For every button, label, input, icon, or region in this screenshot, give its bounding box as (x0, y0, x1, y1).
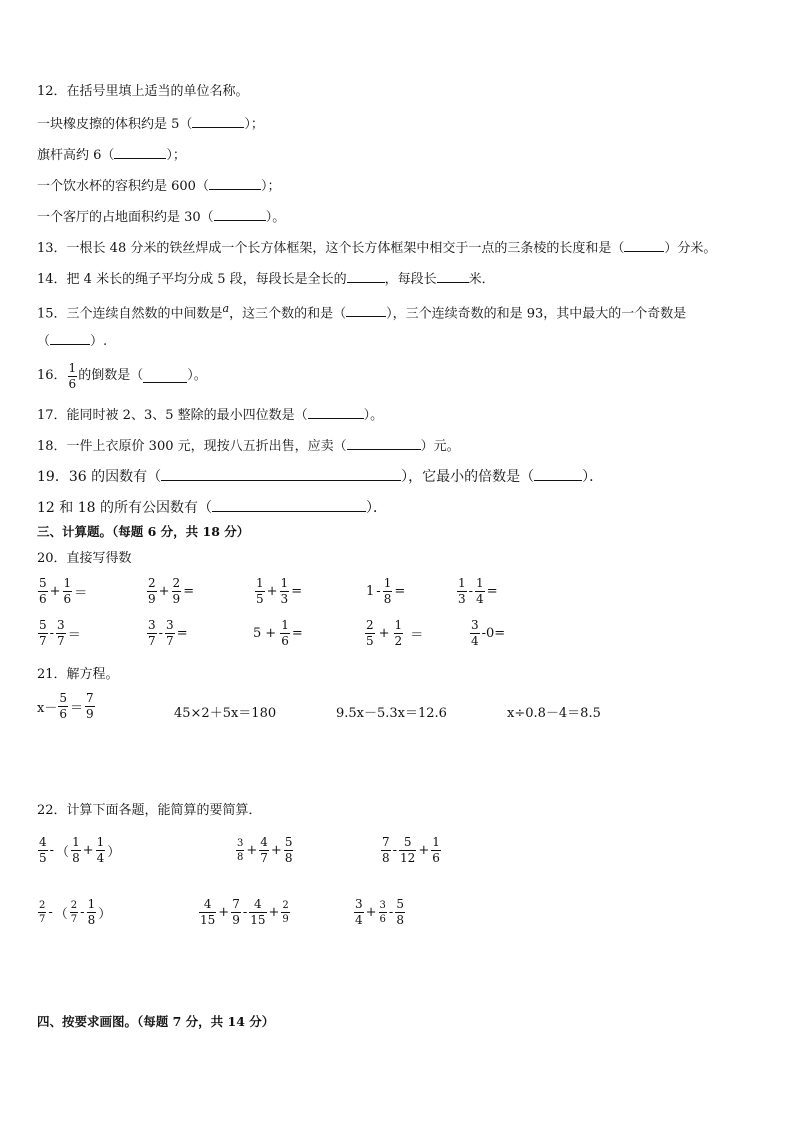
q20-expr-9: $\frac{2}{5}$ + $\frac{1}{2}$ ＝ (366, 618, 424, 648)
q18: 18．一件上衣原价 300 元，现按八五折出售，应卖（ ）元。 (37, 436, 460, 456)
q20-expr-3: $\frac{1}{5}$ + $\frac{1}{3}$ = (256, 576, 303, 606)
answer-blank[interactable] (347, 269, 385, 283)
q20-expr-4: 1 - $\frac{1}{8}$ = (366, 576, 406, 606)
q22-expr-5: $\frac{4}{15}$ + $\frac{7}{9}$ - $\frac{4}{15}$ + $\frac{2}{9}$ (200, 897, 289, 927)
answer-blank[interactable] (308, 405, 364, 419)
q13: 13．一根长 48 分米的铁丝焊成一个长方体框架，这个长方体框架中相交于一点的三条棱的长度和是（ ）分米。 (37, 238, 716, 258)
section-3-heading: 三、计算题。（每题 6 分，共 18 分） (37, 524, 250, 539)
q12-line-1: 一块橡皮擦的体积约是 5（ ）； (37, 114, 264, 134)
answer-blank[interactable] (212, 498, 366, 512)
q20-title: 20．直接写得数 (37, 551, 132, 566)
q15: 15．三个连续自然数的中间数是$^a$，这三个数的和是（ ），三个连续奇数的和是 93，其中最大的一个奇数是 (37, 302, 687, 322)
q22-expr-2: $\frac{3}{8}$ + $\frac{4}{7}$ + $\frac{5}{8}$ (237, 835, 293, 865)
answer-blank[interactable] (143, 369, 187, 383)
q19: 19．36 的因数有（ ），它最小的倍数是（ ）． (37, 469, 604, 485)
q21-eq-1: x－ $\frac{5}{6}$ ＝ $\frac{7}{9}$ (37, 691, 94, 721)
q17: 17．能同时被 2、3、5 整除的最小四位数是（ ）。 (37, 405, 383, 425)
answer-blank[interactable] (214, 207, 266, 221)
q22-expr-6: $\frac{3}{4}$ + $\frac{3}{6}$ - $\frac{5}{8}$ (355, 897, 404, 927)
q20-expr-8: 5 + $\frac{1}{6}$ = (253, 618, 303, 648)
q15-line-2: （ ）. (37, 331, 107, 351)
fraction: $\frac{1}{6}$ (68, 360, 77, 391)
answer-blank[interactable] (534, 467, 582, 481)
q22-expr-3: $\frac{7}{8}$ - $\frac{5}{12}$ + $\frac{1}{6}$ (382, 835, 440, 865)
q21-title: 21．解方程。 (37, 667, 119, 682)
q22-expr-4: $\frac{2}{7}$ - （ $\frac{2}{7}$ - $\frac{1}{8}$ ） (39, 897, 112, 927)
q20-expr-5: $\frac{1}{3}$ - $\frac{1}{4}$ = (458, 576, 498, 606)
q19b: 12 和 18 的所有公因数有（ ）． (37, 500, 387, 516)
answer-blank[interactable] (192, 114, 244, 128)
q21-eq-3: 9.5x－5.3x＝12.6 (336, 706, 447, 721)
answer-blank[interactable] (114, 145, 166, 159)
answer-blank[interactable] (437, 269, 469, 283)
q12-line-3: 一个饮水杯的容积约是 600（ ）； (37, 176, 280, 196)
q12-line-4: 一个客厅的占地面积约是 30（ ）。 (37, 207, 285, 227)
answer-blank[interactable] (161, 467, 401, 481)
q22-title: 22．计算下面各题，能简算的要简算． (37, 803, 262, 818)
q12-line-2: 旗杆高约 6（ ）； (37, 145, 186, 165)
q20-expr-7: $\frac{3}{7}$ - $\frac{3}{7}$ = (148, 618, 188, 648)
q20-expr-1: $\frac{5}{6}$ + $\frac{1}{6}$ ＝ (39, 576, 88, 606)
q22-expr-1: $\frac{4}{5}$ - （ $\frac{1}{8}$ + $\frac{1}{4}$ ） (39, 835, 121, 865)
answer-blank[interactable] (624, 238, 664, 252)
section-4-heading: 四、按要求画图。（每题 7 分，共 14 分） (37, 1014, 275, 1029)
q20-expr-2: $\frac{2}{9}$ + $\frac{2}{9}$ = (148, 576, 195, 606)
answer-blank[interactable] (347, 436, 421, 450)
q12-title: 12．在括号里填上适当的单位名称。 (37, 84, 249, 99)
q20-expr-6: $\frac{5}{7}$ - $\frac{3}{7}$ ＝ (39, 618, 81, 648)
answer-blank[interactable] (209, 176, 261, 190)
answer-blank[interactable] (346, 303, 386, 317)
q14: 14．把 4 米长的绳子平均分成 5 段，每段长是全长的 ，每段长 米． (37, 269, 495, 289)
q16: 16． $\frac{1}{6}$ 的倒数是（ ）。 (37, 360, 207, 391)
q21-eq-4: x÷0.8－4＝8.5 (507, 706, 601, 721)
q20-expr-10: $\frac{3}{4}$ -0= (471, 618, 506, 648)
answer-blank[interactable] (50, 331, 90, 345)
q21-eq-2: 45×2＋5x＝180 (174, 706, 277, 721)
